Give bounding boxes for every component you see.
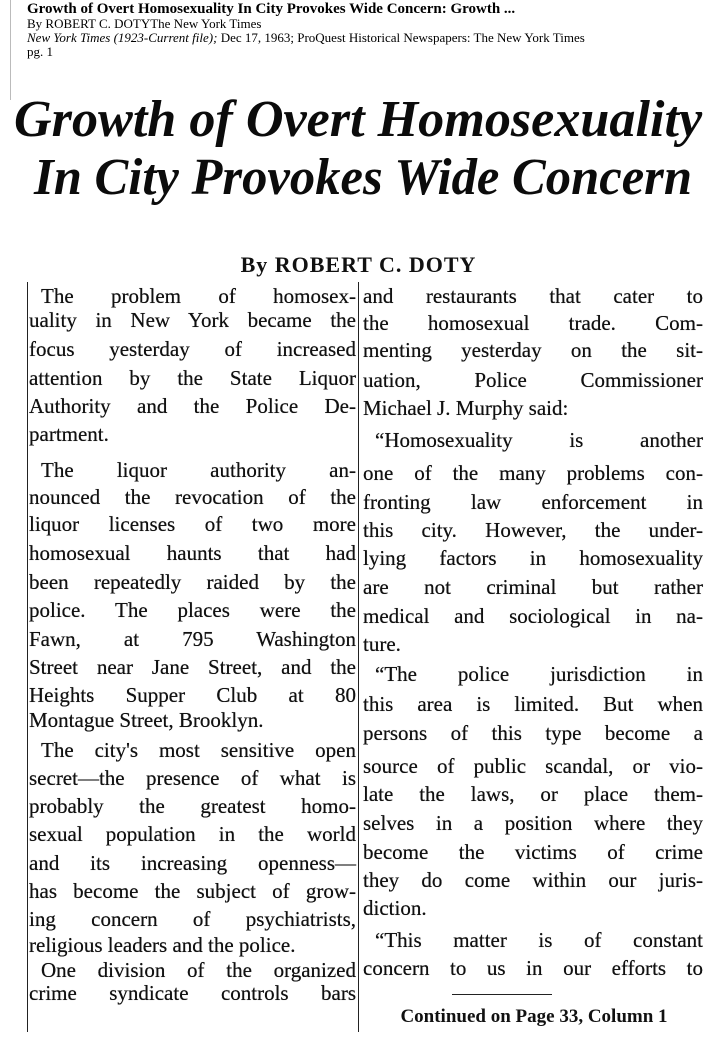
left-column-line: The problem of homosex- — [41, 284, 356, 308]
left-column-line: and its increasing openness— — [29, 851, 356, 875]
left-column-line: religious leaders and the police. — [29, 933, 296, 957]
continuation-rule — [452, 994, 552, 995]
right-column-line: fronting law enforcement in — [363, 490, 703, 514]
left-column-line: Authority and the Police De- — [29, 394, 356, 418]
headline-line-1: Growth of Overt Homosexuality — [14, 91, 703, 148]
left-column-line: ing concern of psychiatrists, — [29, 907, 356, 931]
right-column-line: diction. — [363, 896, 427, 920]
right-column-line: Michael J. Murphy said: — [363, 396, 569, 420]
left-column-line: Fawn, at 795 Washington — [29, 627, 356, 651]
left-column-line: Heights Supper Club at 80 — [29, 683, 356, 707]
right-column-line: persons of this type become a — [363, 721, 703, 745]
article-byline: By ROBERT C. DOTY — [240, 252, 477, 277]
right-column-line: late the laws, or place them- — [363, 782, 703, 806]
citation-page: pg. 1 — [27, 44, 53, 59]
left-column-line: Montague Street, Brooklyn. — [29, 708, 264, 732]
right-column-line: selves in a position where they — [363, 811, 703, 835]
right-column-line: uation, Police Commissioner — [363, 368, 703, 392]
left-column-rule — [27, 282, 28, 1032]
right-column-line: “The police jurisdiction in — [375, 662, 703, 686]
left-column-line: has become the subject of grow- — [29, 879, 356, 903]
citation-byline: By ROBERT C. DOTYThe New York Times — [27, 16, 262, 31]
left-column-line: been repeatedly raided by the — [29, 570, 356, 594]
page-edge-line — [10, 0, 11, 100]
right-column-line: they do come within our juris- — [363, 868, 703, 892]
left-column-line: crime syndicate controls bars — [29, 981, 356, 1005]
right-column-line: “This matter is of constant — [375, 928, 703, 952]
right-column-line: ture. — [363, 632, 401, 656]
right-column-line: become the victims of crime — [363, 840, 703, 864]
left-column-line: nounced the revocation of the — [29, 485, 356, 509]
right-column-line: concern to us in our efforts to — [363, 956, 703, 980]
left-column-line: homosexual haunts that had — [29, 541, 356, 565]
citation-source — [27, 31, 585, 45]
right-column-line: this area is limited. But when — [363, 692, 703, 716]
right-column-line: this city. However, the under- — [363, 518, 703, 542]
left-column-line: Street near Jane Street, and the — [29, 655, 356, 679]
left-column-line: secret—the presence of what is — [29, 766, 356, 790]
left-column-line: The city's most sensitive open — [41, 738, 356, 762]
left-column-line: attention by the State Liquor — [29, 366, 356, 390]
right-column-line: are not criminal but rather — [363, 575, 703, 599]
citation-source-name: New York Times (1923-Current file); — [27, 30, 218, 45]
left-column-line: The liquor authority an- — [41, 458, 356, 482]
left-column-line: partment. — [29, 422, 109, 446]
right-column-line: and restaurants that cater to — [363, 284, 703, 308]
right-column-line: lying factors in homosexuality — [363, 546, 703, 570]
left-column-line: One division of the organized — [41, 958, 356, 982]
right-column-line: “Homosexuality is another — [375, 428, 703, 452]
right-column-line: menting yesterday on the sit- — [363, 338, 703, 362]
left-column-line: sexual population in the world — [29, 822, 356, 846]
right-column-line: one of the many problems con- — [363, 461, 703, 485]
left-column-line: probably the greatest homo- — [29, 794, 356, 818]
left-column-line: police. The places were the — [29, 598, 356, 622]
continued-note: Continued on Page 33, Column 1 — [400, 1006, 668, 1027]
left-column-line: focus yesterday of increased — [29, 337, 356, 361]
column-divider — [358, 282, 359, 1032]
headline-line-2: In City Provokes Wide Concern — [34, 149, 693, 206]
right-column-line: the homosexual trade. Com- — [363, 311, 703, 335]
right-column-line: source of public scandal, or vio- — [363, 754, 703, 778]
left-column-line: uality in New York became the — [29, 308, 356, 332]
citation-source-details: Dec 17, 1963; ProQuest Historical Newspapers: The New York Times — [217, 30, 585, 45]
citation-title: Growth of Overt Homosexuality In City Provokes Wide Concern: Growth ... — [27, 1, 516, 17]
right-column-line: medical and sociological in na- — [363, 604, 703, 628]
left-column-line: liquor licenses of two more — [29, 512, 356, 536]
